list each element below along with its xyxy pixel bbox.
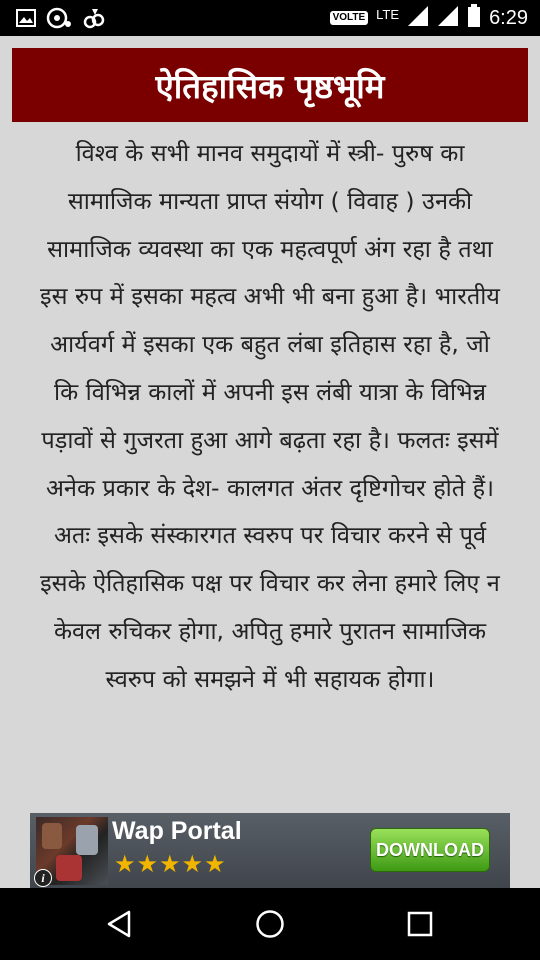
article-line: सामाजिक व्यवस्था का एक महत्वपूर्ण अंग रहा है तथा — [47, 234, 493, 263]
article-line: केवल रुचिकर होगा, अपितु हमारे पुरातन सामाजिक — [53, 616, 487, 645]
ad-info-icon[interactable]: i — [34, 869, 52, 887]
article-line: कि विभिन्न कालों में अपनी इस लंबी यात्रा के विभिन्न — [54, 377, 486, 406]
ad-rating-stars: ★★★★★ — [114, 850, 227, 878]
article-line: पड़ावों से गुजरता हुआ आगे बढ़ता रहा है। फलतः इसमें — [41, 425, 499, 454]
status-bar — [0, 0, 540, 36]
back-icon[interactable] — [100, 904, 140, 944]
article-line: स्वरुप को समझने में भी सहायक होगा। — [105, 664, 435, 693]
article-line: अनेक प्रकार के देश- कालगत अंतर दृष्टिगोचर होते हैं। — [45, 473, 495, 502]
system-icons — [330, 4, 528, 32]
ad-title[interactable]: Wap Portal — [112, 817, 242, 845]
signal-icon — [407, 5, 429, 31]
notification-icons — [16, 6, 106, 34]
signal-icon — [437, 5, 459, 31]
article-line: आर्यवर्ग में इसका एक बहुत लंबा इतिहास रहा है, जो — [50, 330, 490, 359]
article-line: अतः इसके संस्कारगत स्वरुप पर विचार करने से पूर्व — [53, 521, 487, 550]
ad-banner[interactable] — [30, 813, 510, 888]
navigation-bar — [0, 888, 540, 960]
image-icon — [16, 8, 36, 32]
article-line: इसके ऐतिहासिक पक्ष पर विचार कर लेना हमारे लिए न — [40, 569, 500, 598]
page-title: ऐतिहासिक पृष्ठभूमि — [155, 66, 385, 106]
article-line: इस रुप में इसका महत्व अभी भी बना हुआ है। भारतीय — [40, 282, 500, 311]
app-notification-icon — [82, 6, 106, 34]
media-icon — [46, 7, 72, 33]
download-button[interactable]: DOWNLOAD — [370, 828, 490, 872]
network-type: LTE — [376, 6, 400, 22]
article-body — [10, 130, 530, 704]
recents-icon[interactable] — [400, 904, 440, 944]
title-banner — [12, 48, 528, 122]
battery-icon — [467, 4, 481, 32]
home-icon[interactable] — [250, 904, 290, 944]
article-line: सामाजिक मान्यता प्राप्त संयोग ( विवाह ) उनकी — [67, 186, 473, 215]
volte-badge: VOLTE — [330, 11, 369, 25]
article-line: विश्व के सभी मानव समुदायों में स्त्री- पुरुष का — [75, 139, 465, 167]
clock: 6:29 — [489, 6, 528, 29]
